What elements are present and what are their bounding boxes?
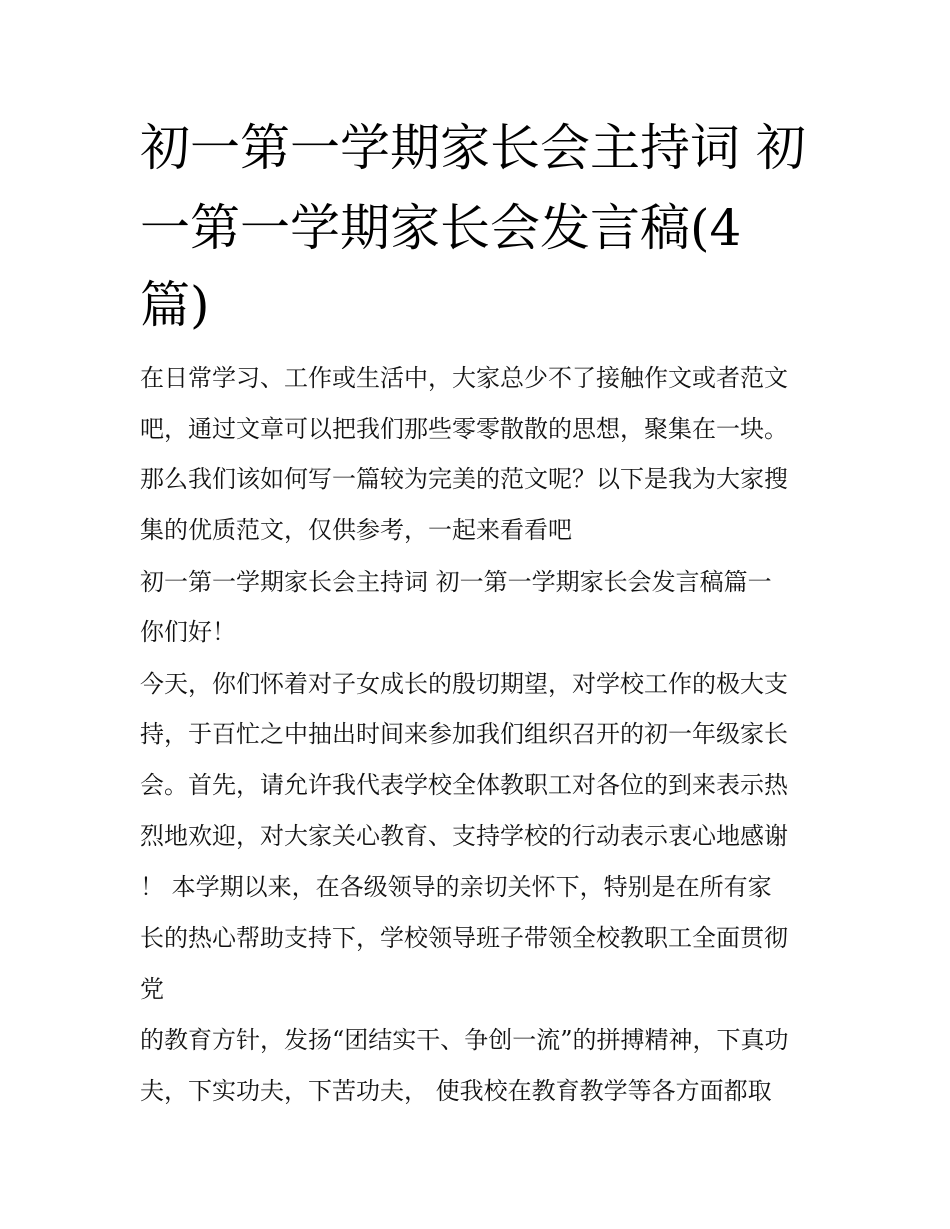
paragraph-line: 党: [140, 975, 164, 1003]
paragraph-line: 今天，你们怀着对子女成长的殷切期望，对学校工作的极大支: [140, 670, 788, 698]
paragraph-line: 夫，下实功夫，下苦功夫， 使我校在教育教学等各方面都取: [140, 1077, 772, 1105]
document-title-line-2: 一第一学期家长会发言稿(4: [140, 199, 742, 257]
paragraph-line: 吧，通过文章可以把我们那些零零散散的思想，聚集在一块。: [140, 415, 788, 443]
paragraph-line: 集的优质范文，仅供参考，一起来看看吧: [140, 516, 572, 544]
paragraph-line: 长的热心帮助支持下，学校领导班子带领全校教职工全面贯彻: [140, 924, 788, 952]
document-title-line-3: 篇): [140, 276, 210, 334]
greeting-line: 你们好！: [140, 618, 236, 646]
paragraph-line: 持，于百忙之中抽出时间来参加我们组织召开的初一年级家长: [140, 720, 788, 748]
paragraph-line: 在日常学习、工作或生活中，大家总少不了接触作文或者范文: [140, 364, 788, 392]
document-title-line-1: 初一第一学期家长会主持词 初: [140, 119, 806, 177]
paragraph-line: 的教育方针，发扬“团结实干、争创一流”的拼搏精神，下真功: [140, 1026, 789, 1054]
paragraph-line: ！ 本学期以来，在各级领导的亲切关怀下，特别是在所有家: [140, 873, 772, 901]
paragraph-line: 那么我们该如何写一篇较为完美的范文呢？以下是我为大家搜: [140, 465, 788, 493]
paragraph-line: 会。首先，请允许我代表学校全体教职工对各位的到来表示热: [140, 771, 788, 799]
section-heading: 初一第一学期家长会主持词 初一第一学期家长会发言稿篇一: [140, 568, 772, 596]
paragraph-line: 烈地欢迎，对大家关心教育、支持学校的行动表示衷心地感谢: [140, 822, 788, 850]
